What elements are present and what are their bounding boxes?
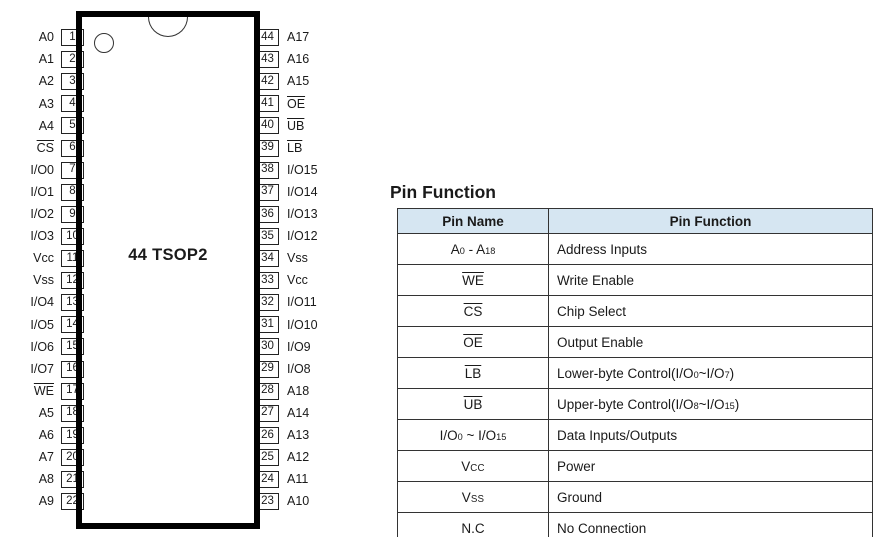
pin-number-box-18: 18 — [61, 405, 84, 422]
pin-label-13: I/O4 — [30, 295, 54, 310]
pin-row-13 — [0, 294, 84, 311]
pin-label-5: A4 — [38, 118, 54, 133]
pin-label-19: A6 — [38, 428, 54, 443]
pin-label-37: I/O14 — [287, 184, 318, 199]
pin-label-44: A17 — [287, 30, 310, 45]
text-segment: I/O — [439, 427, 458, 443]
pin-label-1: A0 — [38, 30, 54, 45]
pin-label-28: A18 — [287, 383, 310, 398]
pin-label-35: I/O12 — [287, 229, 318, 244]
text-segment: $\overline{WE}$ — [462, 272, 484, 288]
text-segment: CC — [470, 462, 485, 474]
text-segment: Power — [557, 458, 596, 474]
pin-number-box-39: 39 — [256, 140, 279, 157]
pin-label-6: $\overline{CS}$ — [36, 140, 54, 155]
pin-number-box-41: 41 — [256, 95, 279, 112]
pin-row-44 — [256, 29, 309, 46]
pin-row-7 — [0, 162, 84, 179]
pin-label-41: $\overline{OE}$ — [287, 96, 306, 111]
pin-number-box-1: 1 — [61, 29, 84, 46]
text-segment: $\overline{CS}$ — [463, 303, 483, 319]
pin-label-43: A16 — [287, 52, 310, 67]
pin-function-cell — [549, 234, 873, 265]
pin-number-box-3: 3 — [61, 73, 84, 90]
pin-label-33: Vcc — [287, 273, 308, 288]
pin-number-box-21: 21 — [61, 471, 84, 488]
pin-number-box-11: 11 — [61, 250, 84, 267]
pin-function-cell — [549, 296, 873, 327]
text-segment: ~I/O — [698, 365, 725, 381]
text-segment: ~I/O — [698, 396, 725, 412]
text-segment: ~ I/O — [462, 427, 497, 443]
pin-name-cell — [398, 265, 549, 296]
pin-number-box-16: 16 — [61, 361, 84, 378]
pin-number-box-37: 37 — [256, 184, 279, 201]
text-segment: 18 — [485, 245, 496, 256]
pin-number-box-27: 27 — [256, 405, 279, 422]
pin-label-31: I/O10 — [287, 317, 318, 332]
pin-name-cell — [398, 482, 549, 513]
text-segment: Chip Select — [557, 303, 627, 319]
pin-label-12: Vss — [33, 273, 54, 288]
pin-number-box-7: 7 — [61, 162, 84, 179]
pin-row-33 — [256, 272, 308, 289]
pin-row-42 — [256, 73, 309, 90]
pin-row-12 — [0, 272, 84, 289]
pin-label-22: A9 — [38, 494, 54, 509]
pin-row-35 — [256, 228, 318, 245]
pin-name-cell — [398, 420, 549, 451]
text-segment: ) — [734, 396, 740, 412]
text-segment: Output Enable — [557, 334, 644, 350]
pin-row-10 — [0, 228, 84, 245]
pin-number-box-42: 42 — [256, 73, 279, 90]
pin-row-21 — [0, 471, 84, 488]
pin-label-16: I/O7 — [30, 361, 54, 376]
pin-function-cell — [549, 420, 873, 451]
text-segment: - A — [464, 241, 486, 257]
pin-row-28 — [256, 383, 309, 400]
pin-name-cell — [398, 513, 549, 537]
pin-label-25: A12 — [287, 450, 310, 465]
pin-number-box-9: 9 — [61, 206, 84, 223]
pin-number-box-12: 12 — [61, 272, 84, 289]
pin-name-cell — [398, 451, 549, 482]
table-row — [398, 451, 873, 482]
text-segment: $\overline{UB}$ — [463, 396, 483, 412]
pin-number-box-22: 22 — [61, 493, 84, 510]
pin-row-37 — [256, 184, 318, 201]
pin-row-34 — [256, 250, 308, 267]
pin-row-29 — [256, 361, 311, 378]
pin-label-2: A1 — [38, 52, 54, 67]
pin-number-box-34: 34 — [256, 250, 279, 267]
pin-number-box-10: 10 — [61, 228, 84, 245]
pin-label-30: I/O9 — [287, 339, 311, 354]
table-row — [398, 296, 873, 327]
pin-number-box-17: 17 — [61, 383, 84, 400]
package-notch — [148, 17, 188, 37]
chip-body — [76, 11, 260, 529]
pin-row-24 — [256, 471, 308, 488]
text-segment: No Connection — [557, 520, 647, 536]
pin-row-3 — [0, 73, 84, 90]
pin-row-38 — [256, 162, 318, 179]
pin-label-11: Vcc — [33, 251, 54, 266]
pin-number-box-40: 40 — [256, 117, 279, 134]
chip-package-label: 44 TSOP2 — [128, 246, 208, 264]
table-row — [398, 420, 873, 451]
pin-row-1 — [0, 29, 84, 46]
pin-label-42: A15 — [287, 74, 310, 89]
pin-function-cell — [549, 358, 873, 389]
pin-label-18: A5 — [38, 405, 54, 420]
text-segment: 8 — [693, 400, 699, 411]
table-row — [398, 234, 873, 265]
pin-row-18 — [0, 405, 84, 422]
pin-number-box-25: 25 — [256, 449, 279, 466]
table-row — [398, 513, 873, 537]
pin-function-cell — [549, 451, 873, 482]
pin-number-box-35: 35 — [256, 228, 279, 245]
text-segment: V — [461, 458, 471, 474]
pin-number-box-20: 20 — [61, 449, 84, 466]
pin-label-7: I/O0 — [30, 162, 54, 177]
pin-name-header-cell: Pin Name — [398, 209, 549, 234]
pin-function-heading: Pin Function — [390, 182, 496, 202]
pin-row-6 — [0, 140, 84, 157]
text-segment: A — [450, 241, 460, 257]
pin-row-14 — [0, 316, 84, 333]
text-segment: Upper-byte Control(I/O — [557, 396, 694, 412]
pin-name-cell — [398, 234, 549, 265]
pin-name-cell — [398, 327, 549, 358]
pin-number-box-19: 19 — [61, 427, 84, 444]
pin1-indicator-circle — [94, 33, 114, 53]
text-segment: SS — [470, 493, 485, 505]
text-segment: $\overline{LB}$ — [464, 365, 482, 381]
pin-number-box-6: 6 — [61, 140, 84, 157]
pin-label-23: A10 — [287, 494, 310, 509]
pin-row-40 — [256, 117, 304, 134]
pin-number-box-23: 23 — [256, 493, 279, 510]
text-segment: N.C — [461, 520, 485, 536]
pin-row-20 — [0, 449, 84, 466]
pin-function-cell — [549, 265, 873, 296]
pin-label-34: Vss — [287, 251, 308, 266]
pin-label-39: $\overline{LB}$ — [287, 140, 303, 155]
pin-row-43 — [256, 51, 309, 68]
pin-row-2 — [0, 51, 84, 68]
text-segment: Ground — [557, 489, 603, 505]
pin-number-box-5: 5 — [61, 117, 84, 134]
pin-label-4: A3 — [38, 96, 54, 111]
pin-label-10: I/O3 — [30, 229, 54, 244]
pin-number-box-31: 31 — [256, 316, 279, 333]
pin-function-header-cell: Pin Function — [549, 209, 873, 234]
pin-number-box-33: 33 — [256, 272, 279, 289]
pin-row-22 — [0, 493, 84, 510]
pin-row-17 — [0, 383, 84, 400]
pin-row-9 — [0, 206, 84, 223]
pin-label-20: A7 — [38, 450, 54, 465]
table-row — [398, 482, 873, 513]
text-segment: 0 — [459, 245, 465, 256]
text-segment: 0 — [457, 431, 463, 442]
table-row — [398, 265, 873, 296]
pin-number-box-28: 28 — [256, 383, 279, 400]
pin-number-box-24: 24 — [256, 471, 279, 488]
pin-function-cell — [549, 327, 873, 358]
pin-row-4 — [0, 95, 84, 112]
text-segment: ) — [729, 365, 735, 381]
pin-name-cell — [398, 389, 549, 420]
pin-label-29: I/O8 — [287, 361, 311, 376]
pin-number-box-29: 29 — [256, 361, 279, 378]
pin-label-26: A13 — [287, 428, 310, 443]
pin-row-16 — [0, 361, 84, 378]
pin-label-36: I/O13 — [287, 207, 318, 222]
pin-number-box-14: 14 — [61, 316, 84, 333]
pin-row-5 — [0, 117, 84, 134]
pin-function-cell — [549, 389, 873, 420]
pin-number-box-32: 32 — [256, 294, 279, 311]
pin-row-31 — [256, 316, 318, 333]
pin-number-box-2: 2 — [61, 51, 84, 68]
table-row — [398, 389, 873, 420]
pin-name-cell — [398, 296, 549, 327]
text-segment: Data Inputs/Outputs — [557, 427, 678, 443]
pin-row-8 — [0, 184, 84, 201]
pin-row-25 — [256, 449, 309, 466]
pin-label-24: A11 — [287, 472, 309, 487]
pin-number-box-30: 30 — [256, 338, 279, 355]
pin-label-9: I/O2 — [30, 207, 54, 222]
pin-label-3: A2 — [38, 74, 54, 89]
text-segment: Address Inputs — [557, 241, 648, 257]
pin-number-box-8: 8 — [61, 184, 84, 201]
pin-label-14: I/O5 — [30, 317, 54, 332]
text-segment: 15 — [724, 400, 735, 411]
pin-row-32 — [256, 294, 317, 311]
text-segment: $\overline{OE}$ — [463, 334, 483, 350]
pin-number-box-15: 15 — [61, 338, 84, 355]
pin-row-15 — [0, 338, 84, 355]
pin-row-41 — [256, 95, 305, 112]
pin-label-40: $\overline{UB}$ — [287, 118, 305, 133]
pin-row-26 — [256, 427, 309, 444]
pin-row-23 — [256, 493, 309, 510]
pin-label-17: $\overline{WE}$ — [33, 383, 54, 398]
pin-function-cell — [549, 513, 873, 537]
text-segment: 15 — [496, 431, 507, 442]
table-row — [398, 358, 873, 389]
pin-function-cell — [549, 482, 873, 513]
pin-function-table — [397, 208, 873, 537]
pin-row-30 — [256, 338, 311, 355]
pin-number-box-26: 26 — [256, 427, 279, 444]
table-row — [398, 327, 873, 358]
pin-number-box-4: 4 — [61, 95, 84, 112]
table-header-row — [398, 209, 873, 234]
pin-name-cell — [398, 358, 549, 389]
pin-label-27: A14 — [287, 405, 310, 420]
pin-number-box-44: 44 — [256, 29, 279, 46]
pin-row-36 — [256, 206, 318, 223]
pin-row-19 — [0, 427, 84, 444]
pin-label-15: I/O6 — [30, 339, 54, 354]
text-segment: 0 — [693, 369, 699, 380]
pin-label-38: I/O15 — [287, 162, 318, 177]
pin-label-21: A8 — [38, 472, 54, 487]
pin-number-box-36: 36 — [256, 206, 279, 223]
text-segment: Lower-byte Control(I/O — [557, 365, 694, 381]
pin-number-box-43: 43 — [256, 51, 279, 68]
pin-label-8: I/O1 — [30, 184, 54, 199]
pin-row-11 — [0, 250, 84, 267]
pin-row-39 — [256, 140, 302, 157]
text-segment: V — [461, 489, 471, 505]
pin-label-32: I/O11 — [287, 295, 317, 310]
pin-number-box-38: 38 — [256, 162, 279, 179]
text-segment: 7 — [724, 369, 730, 380]
text-segment: Write Enable — [557, 272, 635, 288]
pin-row-27 — [256, 405, 309, 422]
pin-number-box-13: 13 — [61, 294, 84, 311]
